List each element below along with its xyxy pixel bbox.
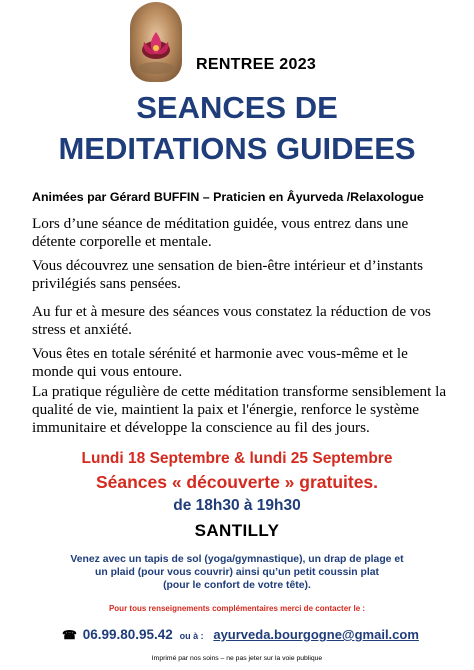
bring-line-1: Venez avec un tapis de sol (yoga/gymnastique), un drap de plage et — [70, 554, 404, 565]
telephone-icon: ☎ — [62, 628, 77, 642]
lotus-icon — [130, 2, 182, 82]
event-dates: Lundi 18 Septembre & lundi 25 Septembre — [81, 450, 393, 467]
paragraph-practice: La pratique régulière de cette méditation transforme sensiblement la qualité de vie, maintient la paix et l'énergie, renforce le système immunitaire et développe la conscience au fil des jours. — [32, 383, 447, 436]
contact-or-label: ou à : — [179, 631, 204, 641]
email-link[interactable]: ayurveda.bourgogne@gmail.com — [213, 627, 419, 642]
event-city: SANTILLY — [194, 521, 280, 540]
footer-note: Imprimé par nos soins – ne pas jeter sur la voie publique — [151, 655, 323, 662]
paragraph-stress: Au fur et à mesure des séances vous constatez la réduction de vos stress et anxiété. — [32, 303, 431, 338]
phone-number[interactable]: 06.99.80.95.42 — [82, 627, 173, 642]
page-title-line2: MEDITATIONS GUIDEES — [58, 131, 416, 166]
rentree-heading: RENTREE 2023 — [196, 56, 317, 73]
page-title-line1: SEANCES DE — [136, 90, 338, 125]
paragraph-harmony: Vous êtes en totale sérénité et harmonie avec vous-même et le monde qui vous entoure. — [32, 345, 408, 380]
event-hours: de 18h30 à 19h30 — [173, 497, 301, 514]
facilitator-byline: Animées par Gérard BUFFIN – Praticien en Âyurveda /Relaxologue — [32, 190, 424, 204]
paragraph-intro: Lors d’une séance de méditation guidée, vous entrez dans une détente corporelle et mentale. — [32, 215, 409, 250]
meditation-logo — [130, 2, 182, 82]
bring-line-2: un plaid (pour vous couvrir) ainsi qu’un petit coussin plat — [94, 567, 380, 578]
contact-line — [62, 627, 419, 642]
paragraph-wellbeing: Vous découvrez une sensation de bien-être intérieur et d’instants privilégiés sans pensées. — [32, 257, 424, 292]
bring-line-3: (pour le confort de votre tête). — [163, 580, 311, 591]
event-sessions: Séances « découverte » gratuites. — [95, 472, 379, 492]
contact-info-text: Pour tous renseignements complémentaires merci de contacter le : — [108, 604, 366, 613]
